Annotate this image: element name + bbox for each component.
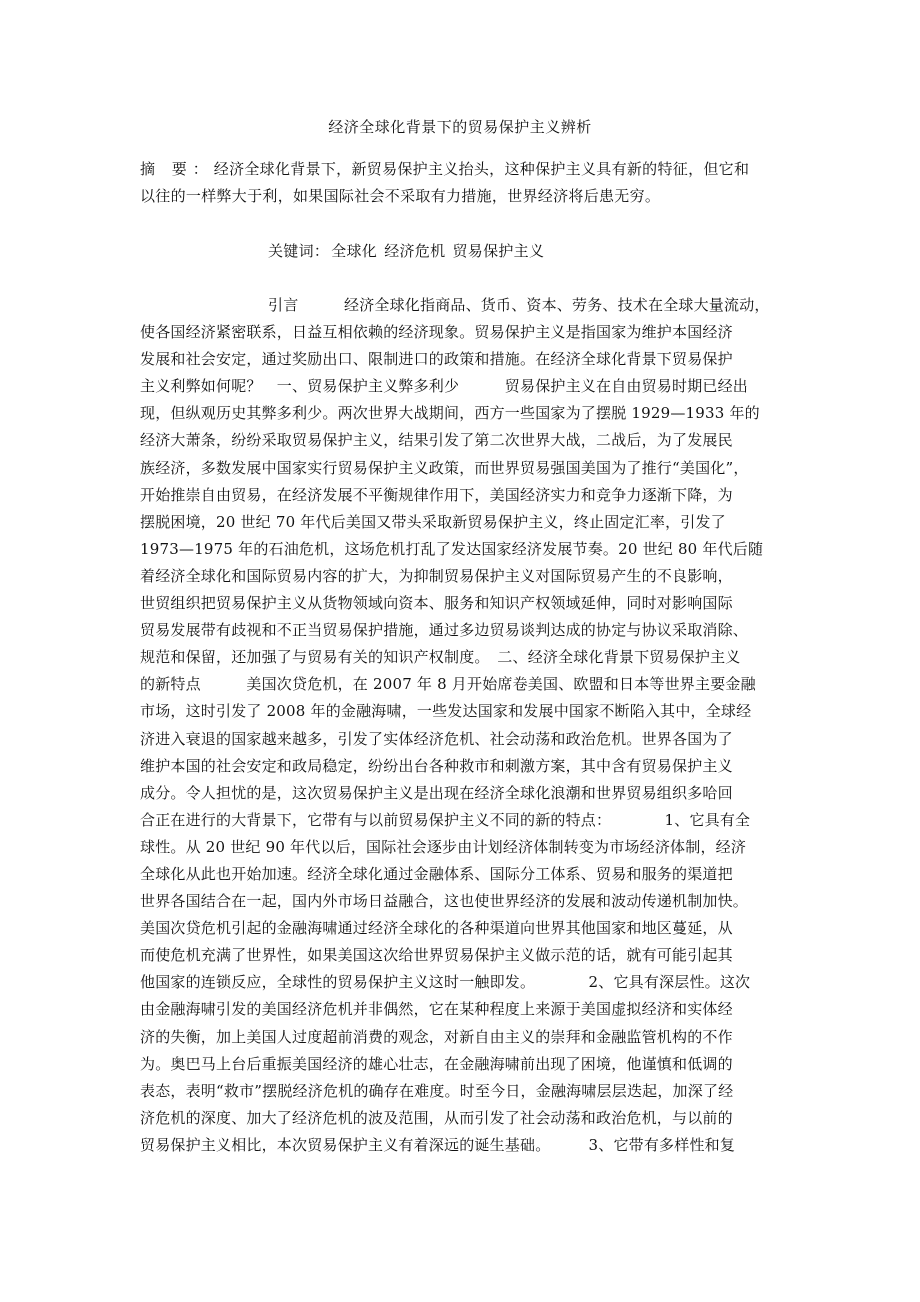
body-line: 他国家的连锁反应，全球性的贸易保护主义这时一触即发。 2、它具有深层性。这次 (140, 973, 751, 992)
body-line: 而使危机充满了世界性，如果美国这次给世界贸易保护主义做示范的话，就有可能引起其 (140, 946, 733, 965)
body-line: 济危机的深度、加大了经济危机的波及范围，从而引发了社会动荡和政治危机，与以前的 (140, 1108, 733, 1127)
body-line: 族经济，多数发展中国家实行贸易保护主义政策，而世界贸易强国美国为了推行“美国化”， (140, 458, 749, 477)
body-line: 济进入衰退的国家越来越多，引发了实体经济危机、社会动荡和政治危机。世界各国为了 (140, 729, 733, 748)
body-line: 贸易保护主义相比，本次贸易保护主义有着深远的诞生基础。 3、它带有多样性和复 (140, 1135, 736, 1154)
body-line: 成分。令人担忧的是，这次贸易保护主义是出现在经济全球化浪潮和世界贸易组织多哈回 (140, 783, 733, 802)
body-line: 1973—1975 年的石油危机，这场危机打乱了发达国家经济发展节奏。20 世纪 80 年代后随 (140, 539, 764, 558)
body-line: 引言 经济全球化指商品、货币、资本、劳务、技术在全球大量流动， (268, 296, 770, 314)
keywords-line (268, 240, 544, 261)
keywords-label: 关键词： (268, 242, 330, 260)
abstract-line-1: 经济全球化背景下，新贸易保护主义抬头，这种保护主义具有新的特征，但它和 (213, 160, 750, 178)
keyword-item: 经济危机 (384, 242, 446, 260)
body-line: 开始推崇自由贸易，在经济发展不平衡规律作用下，美国经济实力和竞争力逐渐下降，为 (140, 485, 733, 504)
body-line: 全球化从此也开始加速。经济全球化通过金融体系、国际分工体系、贸易和服务的渠道把 (140, 864, 733, 883)
body-line: 主义利弊如何呢？ 一、贸易保护主义弊多利少 贸易保护主义在自由贸易时期已经出 (140, 377, 749, 396)
body-line: 经济大萧条，纷纷采取贸易保护主义，结果引发了第二次世界大战，二战后，为了发展民 (140, 431, 733, 450)
body-line: 世界各国结合在一起，国内外市场日益融合，这也使世界经济的发展和波动传递机制加快。 (140, 892, 749, 911)
body-line: 市场，这时引发了 2008 年的金融海啸，一些发达国家和发展中国家不断陷入其中，全球经 (140, 702, 752, 721)
body-line: 现，但纵观历史其弊多利少。两次世界大战期间，西方一些国家为了摆脱 1929—1933 年的 (140, 404, 760, 423)
abstract-block (140, 156, 785, 210)
body-text (140, 292, 785, 1159)
body-line: 发展和社会安定，通过奖励出口、限制进口的政策和措施。在经济全球化背景下贸易保护 (140, 350, 733, 369)
body-line: 球性。从 20 世纪 90 年代以后，国际社会逐步由计划经济体制转变为市场经济体制，经济 (140, 837, 747, 856)
body-line: 济的失衡，加上美国人过度超前消费的观念，对新自由主义的崇拜和金融监管机构的不作 (140, 1027, 733, 1046)
body-line: 为。奥巴马上台后重振美国经济的雄心壮志，在金融海啸前出现了困境，他谨慎和低调的 (140, 1054, 733, 1073)
keyword-item: 全球化 (331, 242, 378, 260)
body-line: 贸易发展带有歧视和不正当贸易保护措施，通过多边贸易谈判达成的协定与协议采取消除、 (140, 621, 749, 640)
body-line: 由金融海啸引发的美国经济危机并非偶然，它在某种程度上来源于美国虚拟经济和实体经 (140, 1000, 733, 1019)
abstract-line-2: 以往的一样弊大于利，如果国际社会不采取有力措施，世界经济将后患无穷。 (140, 187, 661, 206)
body-line: 使各国经济紧密联系，日益互相依赖的经济现象。贸易保护主义是指国家为维护本国经济 (140, 323, 733, 342)
abstract-label: 摘 要： (140, 160, 214, 178)
body-line: 的新特点 美国次贷危机，在 2007 年 8 月开始席卷美国、欧盟和日本等世界主要金融 (140, 675, 756, 694)
body-line: 着经济全球化和国际贸易内容的扩大，为抑制贸易保护主义对国际贸易产生的不良影响， (140, 566, 733, 585)
body-line: 规范和保留，还加强了与贸易有关的知识产权制度。 二、经济全球化背景下贸易保护主义 (140, 648, 741, 667)
body-line: 美国次贷危机引起的金融海啸通过经济全球化的各种渠道向世界其他国家和地区蔓延，从 (140, 919, 733, 938)
body-line: 维护本国的社会安定和政局稳定，纷纷出台各种救市和刺激方案，其中含有贸易保护主义 (140, 756, 733, 775)
body-line: 世贸组织把贸易保护主义从货物领域向资本、服务和知识产权领域延伸，同时对影响国际 (140, 594, 733, 613)
body-line: 摆脱困境，20 世纪 70 年代后美国又带头采取新贸易保护主义，终止固定汇率，引发了 (140, 512, 726, 531)
document-title: 经济全球化背景下的贸易保护主义辨析 (328, 118, 592, 136)
keyword-item: 贸易保护主义 (452, 242, 545, 260)
body-line: 合正在进行的大背景下，它带有与以前贸易保护主义不同的新的特点： 1、它具有全 (140, 810, 751, 829)
body-line: 表态，表明“救市”摆脱经济危机的确存在难度。时至今日，金融海啸层层迭起，加深了经 (140, 1081, 734, 1100)
